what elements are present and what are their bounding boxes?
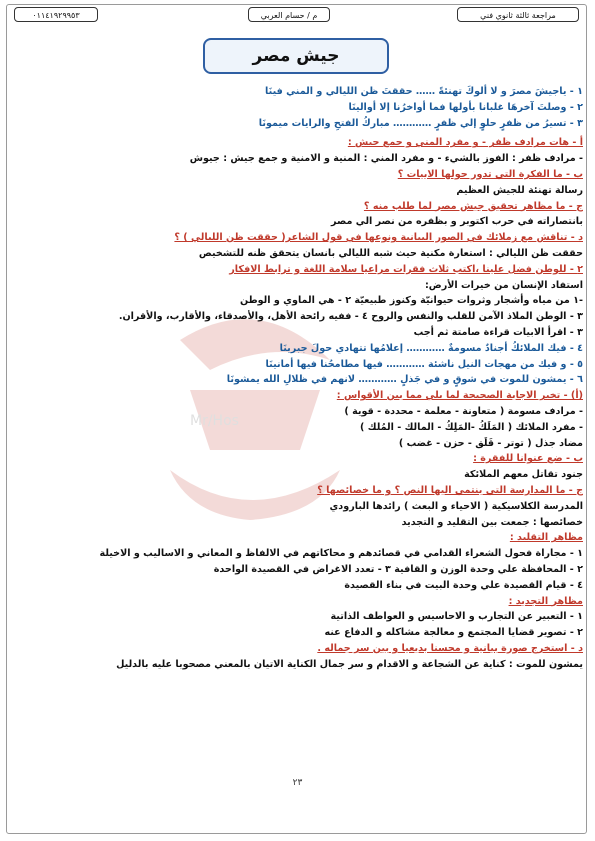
question-school: ج - ما المدارسة التي ينتمي اليها النص ؟ و ما خصائصها ؟ [317, 484, 583, 496]
question-image: د - استخرج صورة بيانية و محسنا بديعيا و بين سر جماله . [317, 642, 583, 654]
question-d: د - تناقش مع زملائك في الصور البيانية ونوعها في قول الشاعر( حققت ظن الليالي ) ؟ [174, 232, 583, 244]
tradition-3: ٤ - قيام القصيدة علي وحدة البيت في بناء القصيدة [344, 579, 583, 591]
paragraph-line-1: -١ من مياه وأشجار وثروات حيوانيّة وكنوز طبيعيّة ٢ - هي الماوي و الوطن [239, 295, 583, 307]
question-title: ب - ضع عنوانا للفقرة : [473, 453, 583, 465]
tradition-2: ٢ - المحافظة علي وحدة الوزن و القافية ٣ - تعدد الاغراض في القصيدة الواحدة [213, 563, 583, 575]
answer-a: - مرادف ظفر : الفوز بالشيء - و مفرد المني : المنية و الامنية و جمع جيش : جيوش [189, 153, 583, 165]
paragraph-line-2: ٣ - الوطن الملاذ الآمن للقلب والنفس والروح ٤ - ففيه رائحة الأهل، والأصدقاء، والأقارب، والأقران. [118, 311, 583, 323]
answer-school: المدرسة الكلاسيكية ( الاحياء و البعث ) رائدها البارودي [329, 500, 583, 512]
header-phone: ٠١١٤١٩٢٩٩٥٣ [14, 7, 98, 22]
question-c: ج - ما مظاهر تحقيق جيش مصر لما طلب منه ؟ [363, 200, 583, 212]
verse-6: ٦ - يمشون للموت في شوقٍ و في جَذلٍ ………… لانهم في ظلالِ الله يمشونَا [226, 374, 583, 386]
header-review: مراجعة ثالثة ثانوي فني [457, 7, 579, 22]
paragraph-intro: استفاد الإنسان من خيرات الأرض: [424, 279, 583, 291]
verse-2: ٢ - وصلتَ آخرهَا غلبانا بأولها فما أواخرُنا إلا أوالينَا [348, 101, 583, 113]
renewal-2: ٢ - تصوير قضايا المجتمع و معالجة مشاكله و الدفاع عنه [324, 627, 583, 639]
question-choose: (أ) - تخير الاجابة الصحيحة لما يلي مما بين الأقواس : [336, 390, 583, 402]
question-2: ٢ - للوطن فضل علينا ،اكتب ثلاث فقرات مراعيا سلامة اللغة و ترابط الافكار [229, 263, 583, 275]
choice-musawama: - مرادف مسومة ( متعاونة - معلمة - محددة - قوية ) [344, 405, 583, 417]
question-b: ب - ما الفكرة التي تدور حولها الابيات ؟ [397, 168, 583, 180]
verse-4: ٤ - فيك الملائكُ أجنادٌ مسومةٌ ………… إعلامُها تتهادي حولَ جبرينَا [279, 342, 583, 354]
answer-features: خصائصها : جمعت بين التقليد و التجديد [401, 516, 583, 528]
answer-image: يمشون للموت : كناية عن الشجاعة و الاقدام و سر جمال الكناية الاتيان بالمعني مصحوبا عليه بالدليل [116, 658, 583, 670]
choice-malaik: - مفرد الملائك ( المَلَكُ -المَلِكُ - المالك - المُلك ) [360, 421, 583, 433]
tradition-1: ١ - مجاراة فحول الشعراء القدامي في قصائدهم و محاكاتهم في الالفاظ و المعاني و الاساليب و الاخيلة [99, 548, 583, 560]
verse-1: ١ - ياجيشَ مصرَ و لا ألوكَ تهنئةً …… حققتَ ظن الليالي و المني فينَا [265, 86, 583, 97]
verse-3: ٣ - تسيرُ من ظفرٍ حلوٍ إلي ظفرٍ ………… مباركُ الفتحِ والرايات ميمونَا [258, 117, 583, 129]
answer-title: جنود تقاتل معهم الملائكة [464, 469, 583, 481]
renewal-1: ١ - التعبير عن التجارب و الاحاسيس و العواطف الذاتية [330, 611, 583, 623]
choice-jadhal: مضاد جذل ( توتر - قَلَق - حزن - غضب ) [398, 437, 583, 449]
page-title: جيش مصر [203, 38, 389, 74]
answer-d: حققت ظن الليالي : استعارة مكنية حيث شبه الليالي بانسان يتحقق ظنه للتشخيص [198, 247, 583, 259]
section-renewal: مظاهر التجديد : [508, 595, 583, 607]
verse-5: ٥ - و فيك من مهجات النيل ناشئة ………… فيها مطامحُنا فيها أمانينَا [265, 358, 583, 370]
answer-c: بانتصاراته في حرب اكتوبر و بظفره من نصر الي مصر [331, 216, 583, 228]
instruction-3: ٣ - اقرأ الابيات قراءة صامتة ثم أجب [413, 326, 583, 338]
watermark-text: Mr/Hos [190, 413, 239, 429]
section-tradition: مظاهر التقليد : [509, 532, 583, 544]
page-number: ٢٣ [292, 778, 303, 788]
content [14, 84, 583, 672]
header-teacher: م / حسام العربي [248, 7, 330, 22]
answer-b: رسالة تهنئة للجيش العظيم [456, 184, 583, 196]
question-a: أ - هات مرادف ظفر - و مفرد المني و جمع جيش : [347, 137, 583, 149]
